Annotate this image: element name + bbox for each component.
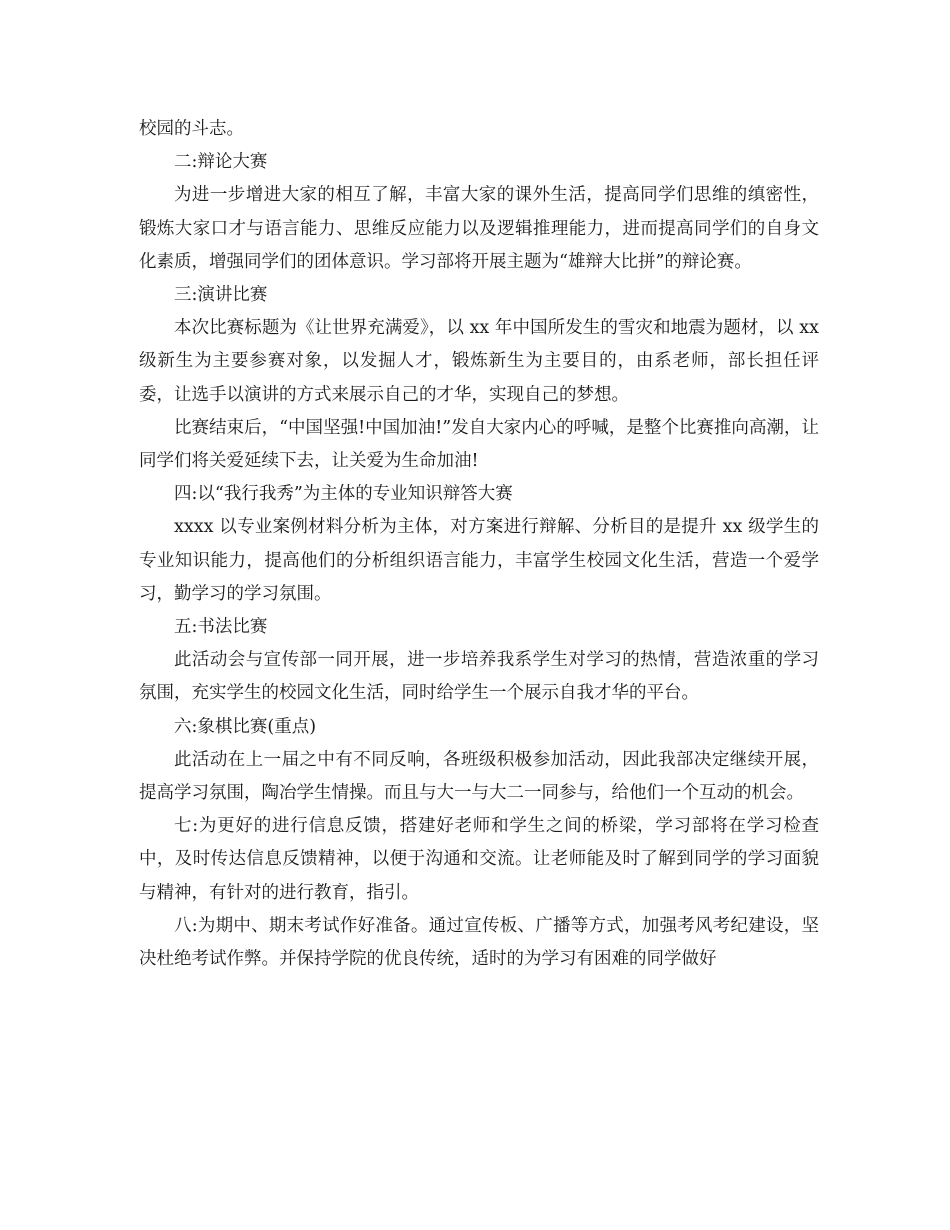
paragraph-continuation: 校园的斗志。	[139, 119, 244, 139]
paragraph-speech: 本次比赛标题为《让世界充满爱》，以 xx 年中国所发生的雪灾和地震为题材，以 xx 级新生为主要参赛对象，以发掘人才，锻炼新生为主要目的，由系老师，部长担任评委，让选手以演讲的方式来展示自己的才华，实现自己的梦想。	[139, 318, 819, 405]
paragraph-speech-result: 比赛结束后，“中国坚强!中国加油!”发自大家内心的呼喊，是整个比赛推向高潮，让同学们将关爱延续下去，让关爱为生命加油!	[139, 417, 819, 472]
section-heading-knowledge-contest: 四:以“我行我秀”为主体的专业知识辩答大赛	[174, 484, 513, 505]
paragraph-chess: 此活动在上一届之中有不同反响，各班级积极参加活动，因此我部决定继续开展，提高学习氛围，陶冶学生情操。而且与大一与大二一同参与，给他们一个互动的机会。	[139, 749, 819, 804]
paragraph-debate: 为进一步增进大家的相互了解，丰富大家的课外生活，提高同学们思维的缜密性，锻炼大家口才与语言能力、思维反应能力以及逻辑推理能力，进而提高同学们的自身文化素质，增强同学们的团体意识。学习部将开展主题为“雄辩大比拼”的辩论赛。	[139, 185, 819, 272]
paragraph-exam-prep: 八:为期中、期末考试作好准备。通过宣传板、广播等方式，加强考风考纪建设，坚决杜绝考试作弊。并保持学院的优良传统，适时的为学习有困难的同学做好	[139, 915, 819, 970]
paragraph-feedback: 七:为更好的进行信息反馈，搭建好老师和学生之间的桥梁，学习部将在学习检查中，及时传达信息反馈精神，以便于沟通和交流。让老师能及时了解到同学的学习面貌与精神，有针对的进行教育，指引。	[139, 816, 819, 903]
document-body	[139, 113, 819, 976]
section-heading-debate: 二:辩论大赛	[174, 152, 268, 173]
paragraph-calligraphy: 此活动会与宣传部一同开展，进一步培养我系学生对学习的热情，营造浓重的学习氛围，充实学生的校园文化生活，同时给学生一个展示自我才华的平台。	[139, 650, 819, 704]
paragraph-knowledge-contest: xxxx 以专业案例材料分析为主体，对方案进行辩解、分析目的是提升 xx 级学生的专业知识能力，提高他们的分析组织语言能力，丰富学生校园文化生活，营造一个爱学习，勤学习的学习氛围。	[139, 517, 819, 604]
section-heading-chess: 六:象棋比赛(重点)	[174, 716, 317, 737]
section-heading-speech: 三:演讲比赛	[174, 285, 268, 306]
section-heading-calligraphy: 五:书法比赛	[174, 617, 268, 638]
